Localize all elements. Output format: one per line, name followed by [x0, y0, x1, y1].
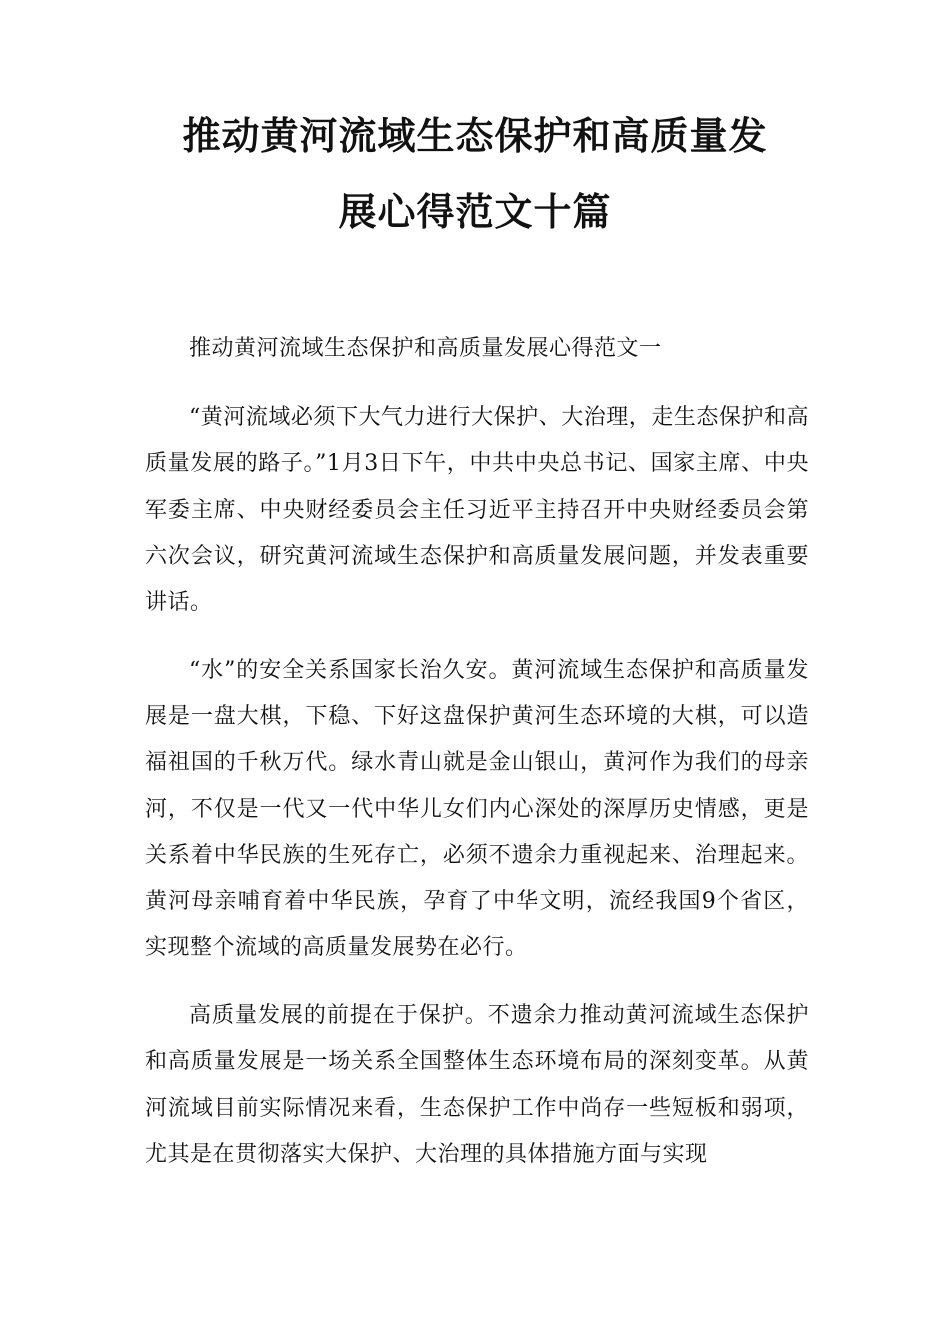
document-title [145, 98, 805, 250]
paragraph-2: “水”的安全关系国家长治久安。黄河流域生态保护和高质量发展是一盘大棋，下稳、下好这盘保护黄河生态环境的大棋，可以造福祖国的千秋万代。绿水青山就是金山银山，黄河作为我们的母亲河，不仅是一代又一代中华儿女们内心深处的深厚历史情感，更是关系着中华民族的生死存亡，必须不遗余力重视起来、治理起来。黄河母亲哺育着中华民族，孕育了中华文明，流经我国9个省区，实现整个流域的高质量发展势在必行。 [145, 658, 809, 961]
paragraph-1: “黄河流域必须下大气力进行大保护、大治理，走生态保护和高质量发展的路子。”1月3日下午，中共中央总书记、国家主席、中央军委主席、中央财经委员会主任习近平主持召开中央财经委员会第六次会议，研究黄河流域生态保护和高质量发展问题，并发表重要讲话。 [145, 405, 809, 616]
document-title-line-1: 推动黄河流域生态保护和高质量发 [182, 114, 768, 158]
paragraph-3: 高质量发展的前提在于保护。不遗余力推动黄河流域生态保护和高质量发展是一场关系全国整体生态环境布局的深刻变革。从黄河流域目前实际情况来看，生态保护工作中尚存一些短板和弱项，尤其是在贯彻落实大保护、大治理的具体措施方面与实现 [145, 1003, 809, 1167]
document-title-line-2: 展心得范文十篇 [338, 190, 612, 234]
document-body [145, 326, 809, 1200]
section-heading: 推动黄河流域生态保护和高质量发展心得范文一 [189, 336, 662, 361]
